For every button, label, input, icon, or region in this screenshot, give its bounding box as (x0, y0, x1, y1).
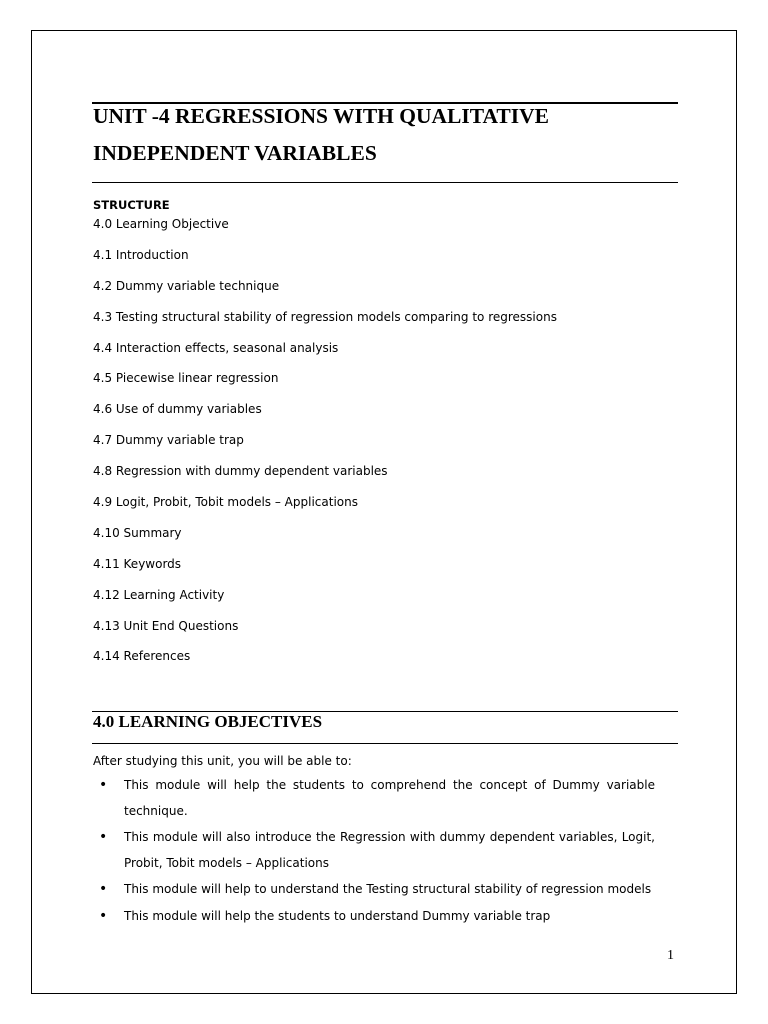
toc-item: 4.12 Learning Activity (93, 587, 225, 602)
toc-item: 4.2 Dummy variable technique (93, 278, 280, 293)
objective-text: This module will help the students to understand Dummy variable trap (124, 908, 551, 923)
objective-text: This module will help the students to comprehend the concept of Dummy variable technique. (124, 778, 655, 818)
objective-text: This module will help to understand the Testing structural stability of regression models (124, 882, 652, 896)
structure-heading: STRUCTURE (93, 198, 170, 212)
objective-text: This module will also introduce the Regression with dummy dependent variables, Logit, Probit, Tobit models – Applications (124, 830, 655, 870)
toc-item: 4.13 Unit End Questions (93, 618, 239, 633)
title-bottom-rule (92, 182, 678, 183)
objective-item (93, 773, 655, 824)
objective-item (93, 877, 655, 903)
structure-list (93, 215, 557, 678)
objective-item (93, 904, 655, 930)
bullet-icon: • (99, 777, 108, 793)
unit-title-line-2: INDEPENDENT VARIABLES (93, 141, 377, 165)
toc-item: 4.9 Logit, Probit, Tobit models – Applications (93, 495, 358, 510)
toc-item: 4.5 Piecewise linear regression (93, 371, 279, 386)
toc-item: 4.3 Testing structural stability of regression models comparing to regressions (93, 309, 557, 324)
toc-item: 4.8 Regression with dummy dependent variables (93, 464, 388, 479)
toc-item: 4.7 Dummy variable trap (93, 433, 244, 448)
toc-item: 4.14 References (93, 649, 191, 664)
toc-item: 4.6 Use of dummy variables (93, 402, 262, 417)
bullet-icon: • (99, 881, 108, 897)
objectives-bottom-rule (92, 743, 678, 744)
objectives-intro: After studying this unit, you will be able to: (93, 754, 352, 768)
toc-item: 4.10 Summary (93, 525, 182, 540)
objectives-list (93, 773, 655, 930)
objective-item (93, 825, 655, 876)
toc-item: 4.0 Learning Objective (93, 217, 229, 231)
toc-item: 4.1 Introduction (93, 247, 189, 262)
bullet-icon: • (99, 829, 108, 845)
bullet-icon: • (99, 907, 108, 924)
unit-title-line-1: UNIT -4 REGRESSIONS WITH QUALITATIVE (93, 104, 550, 128)
page-number: 1 (667, 948, 674, 963)
objectives-heading: 4.0 LEARNING OBJECTIVES (93, 712, 323, 731)
toc-item: 4.4 Interaction effects, seasonal analysis (93, 340, 339, 355)
toc-item: 4.11 Keywords (93, 556, 182, 571)
